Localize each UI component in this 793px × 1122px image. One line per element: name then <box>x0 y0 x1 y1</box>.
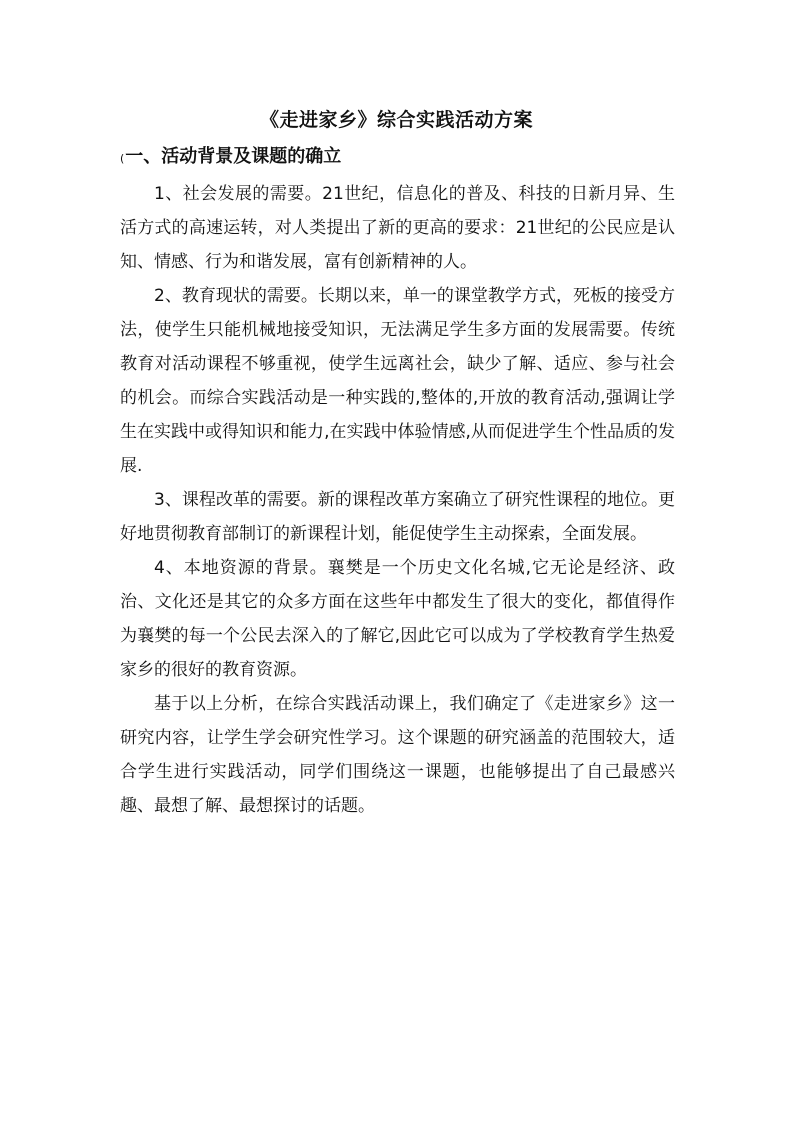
document-title: 《走进家乡》综合实践活动方案 <box>259 109 533 131</box>
section-heading-row <box>120 143 341 173</box>
document-body <box>120 177 675 823</box>
paragraph-social-development: 1、社会发展的需要。21世纪，信息化的普及、科技的日新月异、生活方式的高速运转，对人类提出了新的更高的要求：21世纪的公民应是认知、情感、行为和谐发展，富有创新精神的人。 <box>120 184 675 272</box>
section-heading: 一、活动背景及课题的确立 <box>125 146 342 167</box>
section-marker: ( <box>120 152 125 165</box>
paragraph-education-status: 2、教育现状的需要。长期以来，单一的课堂教学方式，死板的接受方法，使学生只能机械地接受知识，无法满足学生多方面的发展需要。传统教育对活动课程不够重视，使学生远离社会，缺少了解、适应、参与社会的机会。而综合实践活动是一种实践的,整体的,开放的教育活动,强调让学生在实践中或得知识和能力,在实践中体验情感,从而促进学生个性品质的发展. <box>120 286 675 476</box>
paragraph-local-resources: 4、本地资源的背景。襄樊是一个历史文化名城,它无论是经济、政治、文化还是其它的众多方面在这些年中都发生了很大的变化，都值得作为襄樊的每一个公民去深入的了解它,因此它可以成为了学校教育学生热爱家乡的很好的教育资源。 <box>120 558 675 680</box>
paragraph-curriculum-reform: 3、课程改革的需要。新的课程改革方案确立了研究性课程的地位。更好地贯彻教育部制订的新课程计划，能促使学生主动探索，全面发展。 <box>120 490 675 544</box>
paragraph-conclusion: 基于以上分析，在综合实践活动课上，我们确定了《走进家乡》这一研究内容，让学生学会研究性学习。这个课题的研究涵盖的范围较大，适合学生进行实践活动，同学们围绕这一课题，也能够提出了自己最感兴趣、最想了解、最想探讨的话题。 <box>120 694 675 816</box>
